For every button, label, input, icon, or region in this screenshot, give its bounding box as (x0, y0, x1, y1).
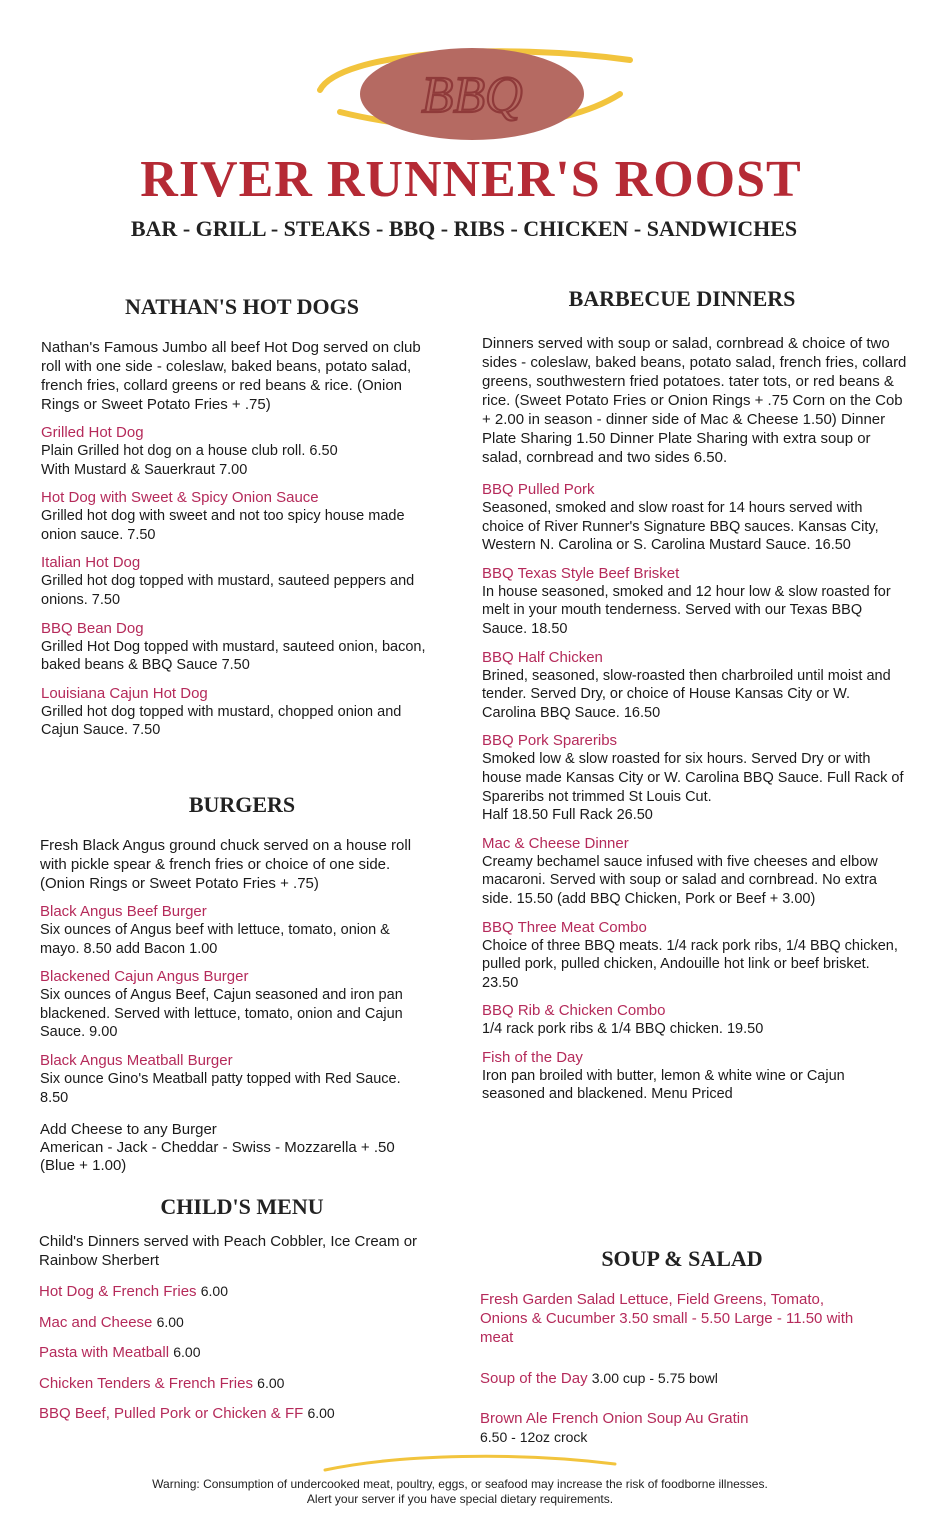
burgers-section (40, 836, 432, 1175)
item-name: Fresh Garden Salad Lettuce, Field Greens, Tomato, Onions & Cucumber 3.50 small - 5.50 Large - 11.50 with meat (480, 1291, 854, 1346)
soup-salad-item (480, 1369, 860, 1388)
menu-item (482, 732, 907, 824)
item-name: Mac & Cheese Dinner (482, 834, 629, 852)
warning-line: Alert your server if you have special dietary requirements. (306, 1492, 614, 1506)
item-desc: Smoked low & slow roasted for six hours. Served Dry or with house made Kansas City or W. Carolina BBQ Sauce. Full Rack of Spareribs not trimmed St Louis Cut. (482, 751, 904, 805)
item-desc: Plain Grilled hot dog on a house club roll. 6.50 (41, 443, 338, 459)
menu-item (482, 1002, 907, 1039)
item-name: Brown Ale French Onion Soup Au Gratin (480, 1410, 749, 1427)
item-name: Louisiana Cajun Hot Dog (41, 684, 208, 702)
item-name: BBQ Texas Style Beef Brisket (482, 564, 680, 582)
soup-salad-section (480, 1290, 860, 1447)
childs-intro: Child's Dinners served with Peach Cobbler, Ice Cream or Rainbow Sherbert (39, 1233, 418, 1269)
menu-item (41, 489, 433, 544)
kids-item (39, 1374, 419, 1394)
menu-item (41, 685, 433, 740)
kids-item (39, 1343, 419, 1363)
item-price: 3.00 cup - 5.75 bowl (591, 1370, 718, 1386)
item-name: Pasta with Meatball (39, 1344, 170, 1361)
item-name: Grilled Hot Dog (41, 424, 144, 441)
hot-dogs-intro: Nathan's Famous Jumbo all beef Hot Dog served on club roll with one side - coleslaw, baked beans, potato salad, french fries, collard greens or red beans & rice. (Onion Rings or Sweet Potato Fries + .75) (41, 339, 421, 413)
item-price: 6.00 (173, 1344, 201, 1360)
bbq-logo (300, 42, 640, 146)
item-desc: Grilled hot dog topped with mustard, chopped onion and Cajun Sauce. 7.50 (41, 703, 402, 739)
soup-salad-item (480, 1410, 860, 1447)
addon-line: American - Jack - Cheddar - Swiss - Mozzarella + .50 (40, 1139, 395, 1157)
menu-item (41, 424, 433, 479)
item-desc: Brined, seasoned, slow-roasted then charbroiled until moist and tender. Served Dry, or choice of House Kansas City or W. Carolina BBQ Sauce. 16.50 (482, 667, 891, 721)
item-price: 6.00 (156, 1313, 184, 1330)
item-name: Hot Dog with Sweet & Spicy Onion Sauce (41, 489, 319, 507)
burgers-heading: BURGERS (188, 792, 296, 817)
item-price: 6.00 (307, 1405, 335, 1421)
barbecue-dinners-heading: BARBECUE DINNERS (568, 286, 796, 311)
menu-item (482, 919, 907, 993)
menu-item (482, 649, 907, 723)
childs-menu-section (39, 1232, 419, 1435)
menu-item (482, 481, 907, 555)
item-desc: Six ounce Gino's Meatball patty topped with Red Sauce. 8.50 (40, 1070, 401, 1106)
menu-item (41, 554, 433, 609)
item-desc: Six ounces of Angus Beef, Cajun seasoned and iron pan blackened. Served with lettuce, tomato, onion and Cajun Sauce. 9.00 (40, 987, 403, 1041)
restaurant-title: RIVER RUNNER'S ROOST (140, 151, 802, 208)
item-desc: 1/4 rack pork ribs & 1/4 BBQ chicken. 19.50 (482, 1021, 764, 1038)
item-name: BBQ Three Meat Combo (482, 918, 647, 936)
item-name: Fish of the Day (482, 1048, 583, 1066)
item-name: Black Angus Beef Burger (40, 903, 207, 920)
item-name: BBQ Pork Spareribs (482, 732, 618, 750)
bbq-intro: Dinners served with soup or salad, cornbread & choice of two sides - coleslaw, baked beans, potato salad, french fries, collard greens, southwestern fried potatoes. tater tots, or red beans & rice. (Sweet Potato Fries or Onion Rings + .75 Corn on the Cob + 2.00 in season - dinner side of Mac & Cheese 1.50) Dinner Plate Sharing 1.50 Dinner Plate Sharing with extra soup or salad, cornbread and two sides 6.50. (482, 335, 907, 466)
item-price: 6.50 - 12oz crock (480, 1429, 588, 1445)
item-name: Mac and Cheese (39, 1313, 153, 1331)
kids-item (39, 1282, 419, 1302)
menu-item (482, 835, 907, 909)
item-desc: Iron pan broiled with butter, lemon & white wine or Cajun seasoned and blackened. Menu Priced (482, 1067, 845, 1103)
menu-item (40, 1052, 432, 1107)
item-desc-extra: Half 18.50 Full Rack 26.50 (482, 807, 653, 824)
restaurant-tagline: BAR - GRILL - STEAKS - BBQ - RIBS - CHICKEN - SANDWICHES (130, 216, 798, 241)
logo-text: BBQ (421, 67, 523, 124)
item-desc-extra: With Mustard & Sauerkraut 7.00 (41, 461, 248, 478)
item-desc: Grilled Hot Dog topped with mustard, sauteed onion, bacon, baked beans & BBQ Sauce 7.50 (41, 638, 426, 674)
menu-item (41, 620, 433, 675)
item-name: Chicken Tenders & French Fries (39, 1374, 253, 1392)
item-desc: Grilled hot dog with sweet and not too spicy house made onion sauce. 7.50 (41, 508, 405, 543)
item-name: Black Angus Meatball Burger (40, 1051, 233, 1069)
menu-item (40, 903, 432, 958)
item-name: BBQ Rib & Chicken Combo (482, 1002, 666, 1020)
menu-item (482, 1049, 907, 1104)
menu-item (482, 565, 907, 639)
item-desc: Grilled hot dog topped with mustard, sauteed peppers and onions. 7.50 (41, 573, 415, 608)
soup-salad-item (480, 1290, 860, 1347)
menu-item (40, 968, 432, 1042)
kids-item (39, 1313, 419, 1333)
burgers-intro: Fresh Black Angus ground chuck served on a house roll with pickle spear & french fries or choice of one side. (Onion Rings or Sweet Potato Fries + .75) (40, 837, 412, 892)
item-desc: In house seasoned, smoked and 12 hour low & slow roasted for melt in your mouth tenderness. Served with our Texas BBQ Sauce. 18.50 (482, 583, 891, 637)
item-name: BBQ Half Chicken (482, 648, 603, 666)
item-desc: Creamy bechamel sauce infused with five cheeses and elbow macaroni. Served with soup or salad and cornbread. No extra side. 15.50 (add BBQ Chicken, Pork or Beef + 3.00) (482, 853, 878, 907)
item-price: 6.00 (200, 1283, 228, 1299)
item-name: BBQ Bean Dog (41, 619, 144, 637)
addon-line: (Blue + 1.00) (40, 1157, 127, 1175)
soup-salad-heading: SOUP & SALAD (601, 1246, 763, 1271)
childs-menu-heading: CHILD'S MENU (160, 1194, 324, 1219)
addon-title: Add Cheese to any Burger (40, 1121, 217, 1139)
footer-swoosh (320, 1450, 620, 1476)
item-desc: Six ounces of Angus beef with lettuce, tomato, onion & mayo. 8.50 add Bacon 1.00 (40, 922, 390, 957)
item-name: Blackened Cajun Angus Burger (40, 968, 249, 986)
warning-line: Warning: Consumption of undercooked meat, poultry, eggs, or seafood may increase the risk of foodborne illnesses. (152, 1477, 768, 1491)
item-name: Hot Dog & French Fries (39, 1283, 197, 1300)
kids-item (39, 1404, 419, 1424)
item-desc: Seasoned, smoked and slow roast for 14 hours served with choice of River Runner's Signature BBQ sauces. Kansas City, Western N. Carolina or S. Carolina Mustard Sauce. 16.50 (482, 500, 879, 554)
hot-dogs-section (41, 338, 433, 750)
food-safety-warning (0, 1477, 920, 1507)
item-desc: Choice of three BBQ meats. 1/4 rack pork ribs, 1/4 BBQ chicken, pulled pork, pulled chicken, Andouille hot link or beef brisket. 23.50 (482, 937, 898, 991)
item-name: BBQ Beef, Pulled Pork or Chicken & FF (39, 1405, 304, 1422)
item-price: 6.00 (257, 1374, 285, 1391)
barbecue-dinners-section (482, 334, 907, 1114)
item-name: Soup of the Day (480, 1370, 588, 1387)
item-name: Italian Hot Dog (41, 554, 141, 572)
cheese-addon (40, 1121, 432, 1175)
item-name: BBQ Pulled Pork (482, 481, 595, 498)
hot-dogs-heading: NATHAN'S HOT DOGS (125, 294, 359, 319)
